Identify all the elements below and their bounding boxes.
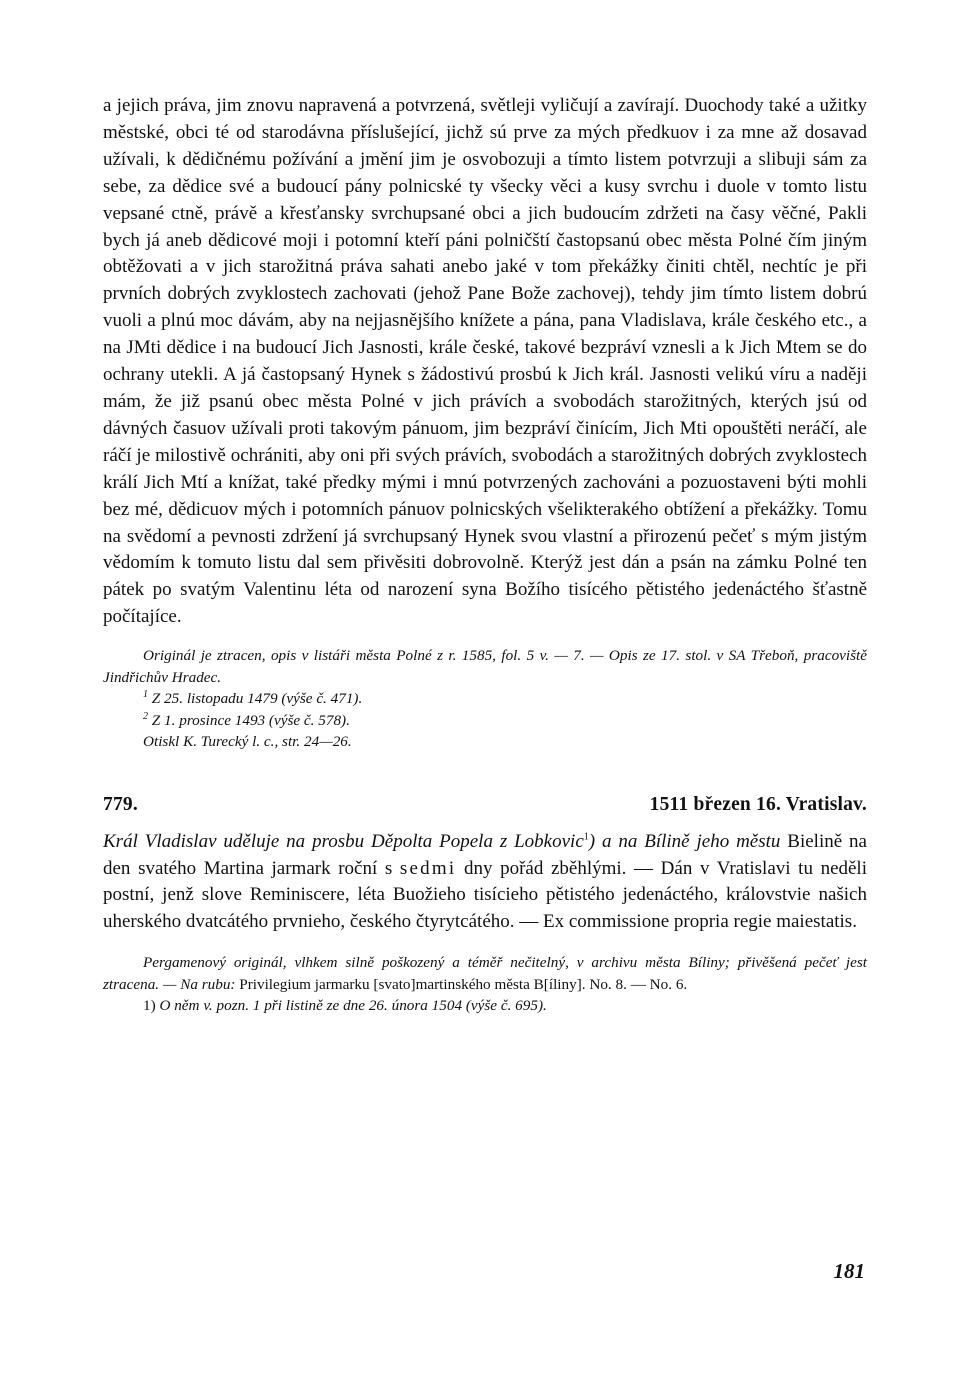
printed-edition-note: Otiskl K. Turecký l. c., str. 24—26. (143, 733, 352, 751)
footnote-1 (103, 688, 867, 710)
source-note-779 (103, 952, 867, 995)
footnote-2-text: Z 1. prosince 1493 (výše č. 578). (151, 711, 350, 729)
entry-number: 779. (103, 793, 138, 815)
regest-part-2: ) a na Bílině jeho městu (588, 830, 781, 852)
entry-date-place: 1511 březen 16. Vratislav. (649, 793, 867, 815)
regest-part-1: Král Vladislav uděluje na prosbu Děpolta Popela z Lobkovic (103, 830, 584, 852)
entry-text (103, 829, 867, 937)
source-note-italic: Pergamenový originál, vlhkem silně poškozený a téměř nečitelný, v archivu města Bíliny; přivěšená pečeť jest ztracena. — Na rubu: (103, 954, 867, 993)
source-note: Originál je ztracen, opis v listáři města Polné z r. 1585, fol. 5 v. — 7. — Opis ze 17. stol. v SA Třeboň, pracoviště Jindřichův Hradec. (103, 647, 867, 686)
charter-text-continuation: a jejich práva, jim znovu napravená a potvrzená, světleji vyličují a zavírají. Duochody také a užitky městské, obci té od starodávna příslušející, jichž sú prve za mých předkuov i za mne až dosavad užívali, k dědičnému požívání a jmění jim je osvobozuji a tímto listem potvrzuji a slibuji sám za sebe, za dědice své a budoucí pány polnicské ty všecky věci a kusy svrchu i duole v tomto listu vepsané ctně, právě a křesťansky svrchupsané obci a jich budoucím zdržeti na časy věčné, Pakli bych já aneb dědicové moji i potomní kteří páni polničští častopsanú obec města Polné čím jiným obtěžovati a v jich starožitná práva sahati anebo jaké v tom překážky činiti chtěl, nechtíc je při prvních dobrých zvyklostech zachovati (jehož Pane Bože zachovej), tehdy jim tímto listem dobrú vuoli a plnú moc dávám, aby na nejjasnějšího knížete a pána, pana Vladislava, krále českého etc., a na JMti dědice i na budoucí Jich Jasnosti, krále české, takové bezpráví vznesli a k Jich Mtem se do ochrany utekli. A já častopsaný Hynek s žádostivú prosbú k Jich král. Jasnosti velikú víru a naději mám, že již psanú obec města Polné v jich právích a svobodách starožitných, kterých jsú od dávných časuov užívali proti takovým pánuom, jim bezpráví činícím, Jich Mti opouštěti neráčí, ale ráčí je milostivě ochrániti, aby oni při svých právích, svobodách a starožitných dobrých zvyklostech králí Jich Mtí a knížat, také předky mými i mnú potvrzených zachováni a pozuostaveni býti mohli bez mé, dědicuov mých i potomních pánuov polnicských všelikterakého obtížení a překážky. Tomu na svědomí a pevnosti zdržení já svrchupsaný Hynek svou vlastní a přirozenú pečeť s mým jistým vědomím k tomuto listu dal sem přivěsiti dobrovolně. Kterýž jest dán a psán na zámku Polné ten pátek po svatým Valentinu léta od narození syna Božího tisícého pětistého jedenáctého šťastně počítajíce. (103, 95, 867, 628)
footnote-779-1 (103, 995, 867, 1017)
text-spaced-word: sedmi (399, 857, 457, 879)
document-page (103, 93, 867, 1017)
page-number: 181 (833, 1259, 865, 1283)
footnote-1-mark: 1 (143, 689, 148, 701)
text-part-1: Bielině na den svatého Martina jarmark roční s (103, 830, 867, 879)
entry-heading (103, 794, 867, 816)
text-part-2: dny pořád zběhlými. — Dán v Vratislavi tu neděli postní, jenž slove Reminiscere, léta Buožieho tisícieho pětistého jedenáctého, královstvie našich uherského dvatcátého prvnieho, českého čtyrytcátého. — Ex commissione propria regie maiestatis. (103, 857, 867, 933)
footnote-779-1-text: O něm v. pozn. 1 při listině ze dne 26. února 1504 (výše č. 695). (155, 997, 547, 1015)
notes-entry-779 (103, 952, 867, 1017)
footnote-2 (103, 710, 867, 732)
source-note-roman: Privilegium jarmarku [svato]martinského města B[íliny]. No. 8. — No. 6. (235, 975, 688, 993)
footnote-1-text: Z 25. listopadu 1479 (výše č. 471). (151, 690, 363, 708)
notes-entry-778 (103, 645, 867, 753)
footnote-2-mark: 2 (143, 710, 148, 722)
footnote-779-1-mark: 1) (143, 997, 156, 1015)
regest-footnote-mark: 1 (583, 831, 589, 843)
